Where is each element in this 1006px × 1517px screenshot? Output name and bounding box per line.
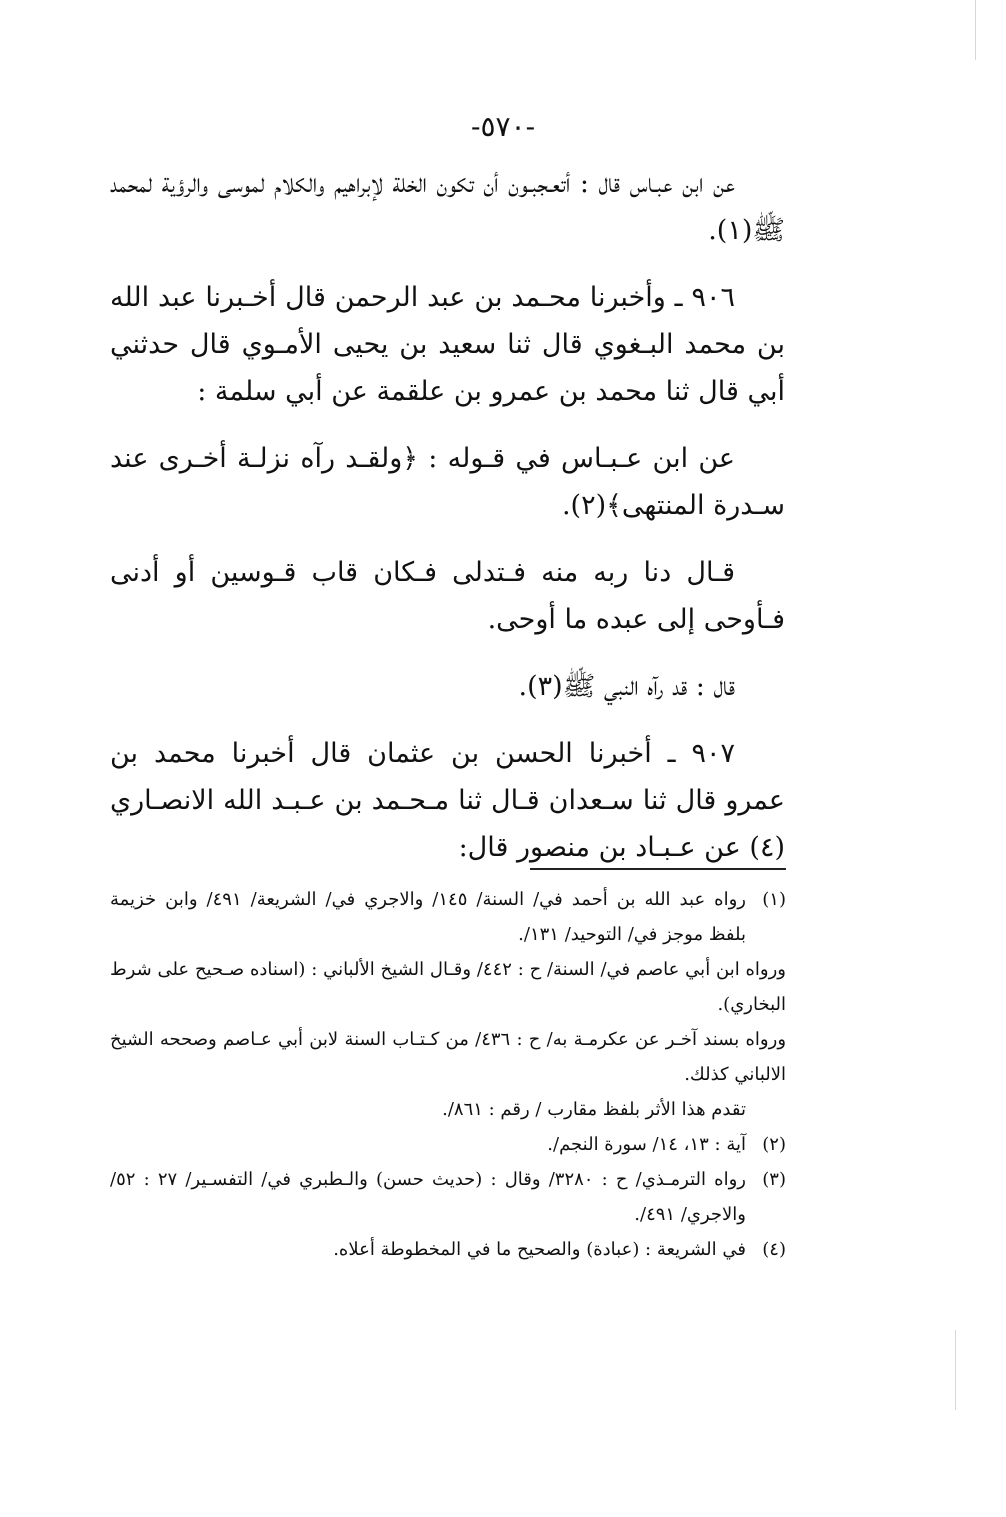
footnote-separator — [530, 868, 786, 870]
footnote-2 — [110, 1127, 786, 1162]
paragraph: قال : قد رآه النبي ﷺ(٣). — [518, 671, 735, 702]
footnotes — [110, 882, 786, 1267]
footnote-3 — [110, 1162, 786, 1232]
footnote-number: (٤) — [762, 1239, 786, 1260]
footnote-1 — [110, 882, 786, 952]
paragraph: قـال دنا ربه منه فـتدلى فـكان قاب قـوسين أو أدنى فـأوحى إلى عبده ما أوحى. — [110, 557, 785, 635]
footnote-body — [110, 882, 746, 952]
footnote-number: (٢) — [762, 1134, 786, 1155]
paragraph: ٩٠٧ ـ أخبرنا الحسن بن عثمان قال أخبرنا محمد بن عمرو قال ثنا سـعدان قـال ثنا مـحـمد بن عـبـد الله الانصـاري (٤) عن عـبـاد بن منصور قال: — [110, 738, 785, 863]
footnote-number: (٣) — [762, 1169, 786, 1190]
paragraph: ٩٠٦ ـ وأخبرنا محـمد بن عبد الرحمن قال أخـبرنا عبد الله بن محمد البـغوي قال ثنا سعيد بن يحيى الأمـوي قال حدثني أبي قال ثنا محمد بن عمرو بن علقمة عن أبي سلمة : — [110, 282, 785, 407]
footnote-line: رواه الترمـذي/ ح : ٣٢٨٠/ وقال : (حديث حسن) والـطبري في/ التفسـير/ ٢٧ : ٥٢/ والاجري/ ٤٩١/. — [110, 1169, 746, 1225]
footnote-body — [110, 1232, 746, 1267]
paragraph: عن ابن عـبـاس في قـوله : ﴿ولقـد رآه نزلـة أخـرى عند سـدرة المنتهى﴾(٢). — [110, 443, 785, 521]
main-text — [110, 160, 785, 891]
footnote-line: ورواه ابن أبي عاصم في/ السنة/ ح : ٤٤٢/ وقـال الشيخ الألباني : (اسناده صـحيح على شرط البخاري). — [110, 959, 786, 1015]
scan-edge-mark — [975, 0, 976, 60]
footnote-line: ورواه بسند آخـر عن عكرمـة به/ ح : ٤٣٦/ من كـتـاب السنة لابن أبي عـاصم وصححه الشيخ الالباني كذلك. — [110, 1029, 787, 1085]
footnote-body — [110, 1127, 746, 1162]
footnote-line: رواه عبد الله بن أحمد في/ السنة/ ١٤٥/ والاجري في/ الشريعة/ ٤٩١/ وابن خزيمة بلفظ موجز في/ التوحيد/ ١٣١/. — [110, 889, 746, 945]
scan-edge-mark — [955, 1330, 956, 1410]
footnote-line: في الشريعة : (عبادة) والصحيح ما في المخطوطة أعلاه. — [333, 1239, 746, 1260]
footnote-number: (١) — [762, 889, 786, 910]
footnote-body — [110, 1162, 746, 1232]
paragraph: عن ابن عبـاس قال : أتعـجبـون أن تكون الخلة لإبراهيم والكلام لموسى والرؤية لمحمد ﷺ(١). — [110, 168, 785, 246]
footnote-4 — [110, 1232, 786, 1267]
footnote-line: آية : ١٣، ١٤/ سورة النجم/. — [547, 1134, 746, 1155]
page-number: -٥٧٠- — [470, 110, 536, 143]
footnote-line: تقدم هذا الأثر بلفظ مقارب / رقم : ٨٦١/. — [442, 1099, 746, 1120]
